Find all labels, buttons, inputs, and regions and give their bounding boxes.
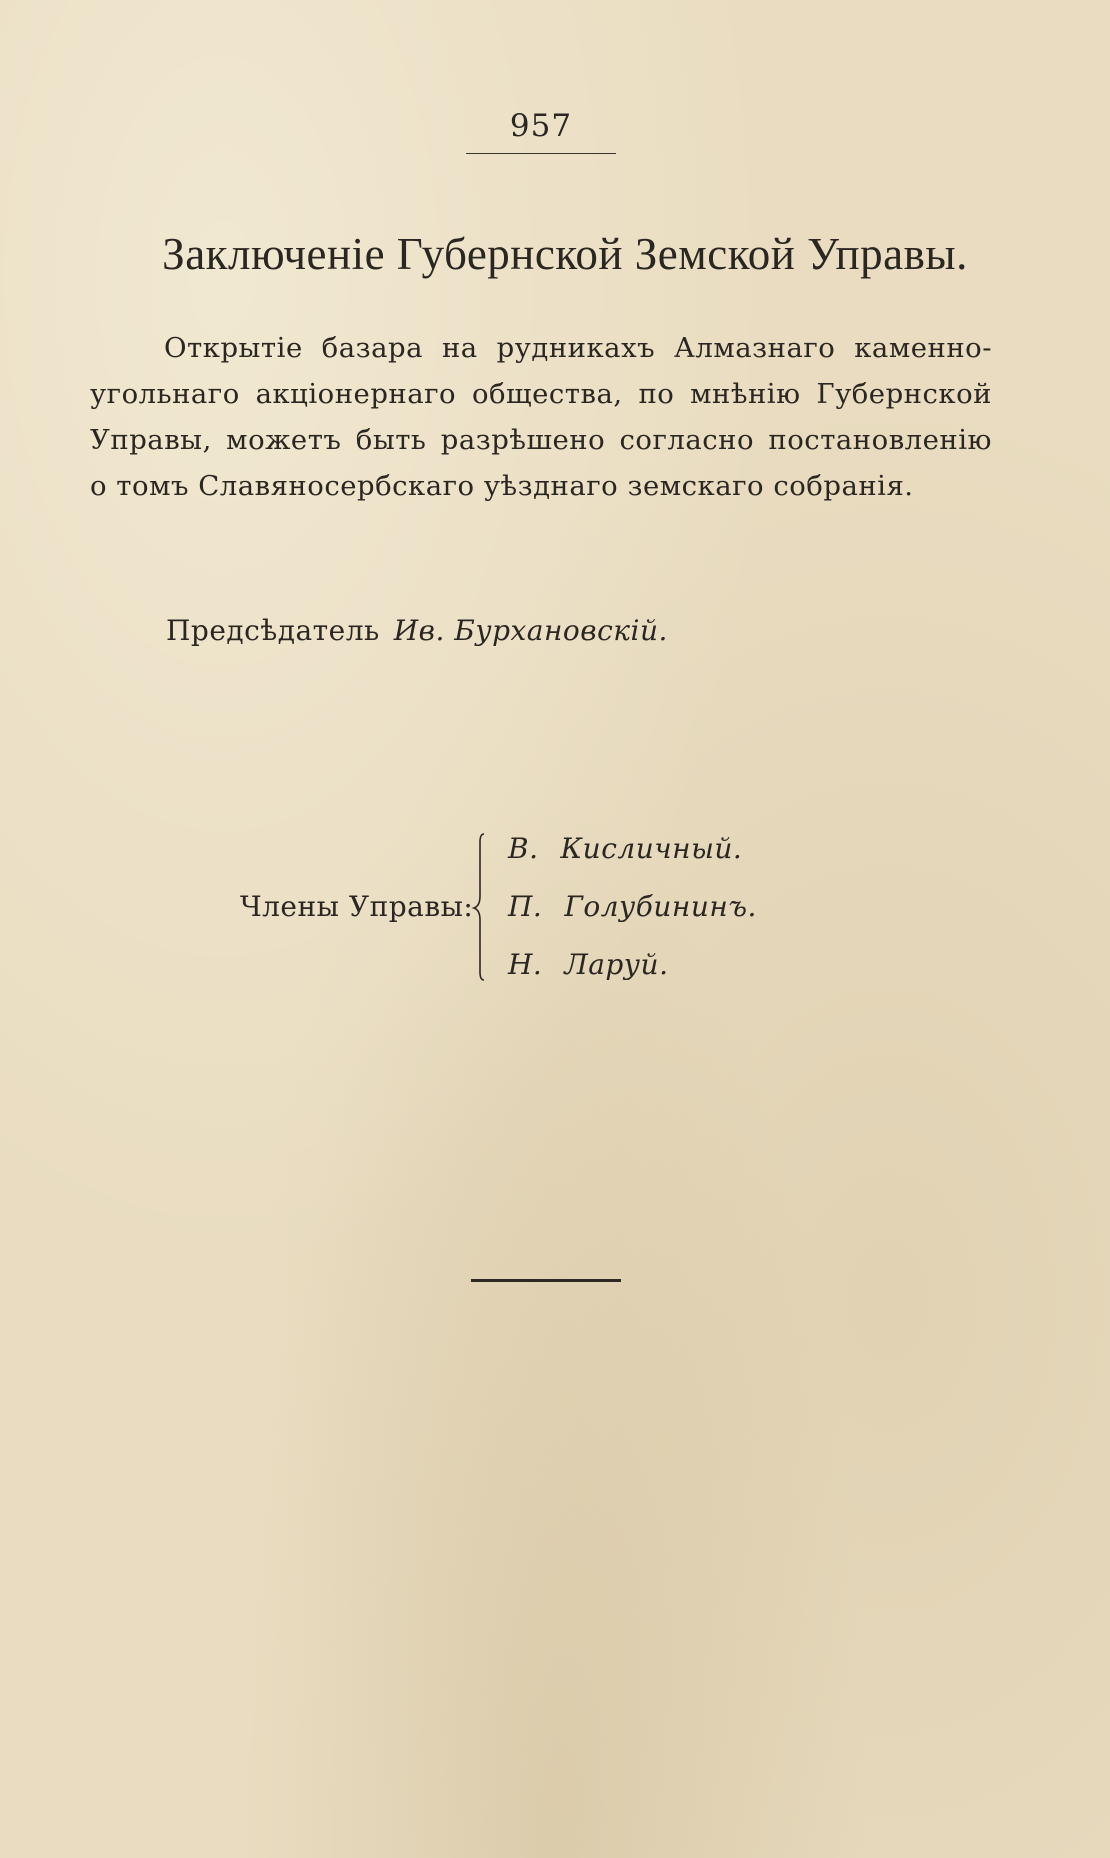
member-signature <box>508 890 757 923</box>
member-name: Ларуй. <box>564 948 669 981</box>
page-number-rule <box>466 153 616 154</box>
paragraph-line: Управы, можетъ быть разрѣшено согласно постановленію <box>90 424 992 456</box>
member-signature <box>508 948 669 981</box>
body-paragraph <box>90 325 992 509</box>
member-initial: В. <box>508 832 539 865</box>
members-label: Члены Управы: <box>240 890 474 923</box>
chairman-title: Предсѣдатель <box>166 614 380 647</box>
brace-icon <box>470 832 490 982</box>
paragraph-line: угольнаго акціонернаго общества, по мнѣнію Губернской <box>90 378 992 410</box>
chairman-signature <box>166 614 668 647</box>
member-name: Голубининъ. <box>564 890 757 923</box>
chairman-name: Ив. Бурхановскій. <box>393 614 668 647</box>
member-signature <box>508 832 742 865</box>
member-initial: П. <box>508 890 543 923</box>
closing-rule <box>471 1279 621 1282</box>
section-heading: Заключеніе Губернской Земской Управы. <box>162 229 968 279</box>
paragraph-line: Открытіе базара на рудникахъ Алмазнаго каменно- <box>164 332 992 364</box>
page-number: 957 <box>509 108 573 144</box>
member-name: Кисличный. <box>560 832 743 865</box>
paragraph-line: о томъ Славяносербскаго уѣзднаго земскаго собранія. <box>90 470 914 502</box>
member-initial: Н. <box>508 948 543 981</box>
